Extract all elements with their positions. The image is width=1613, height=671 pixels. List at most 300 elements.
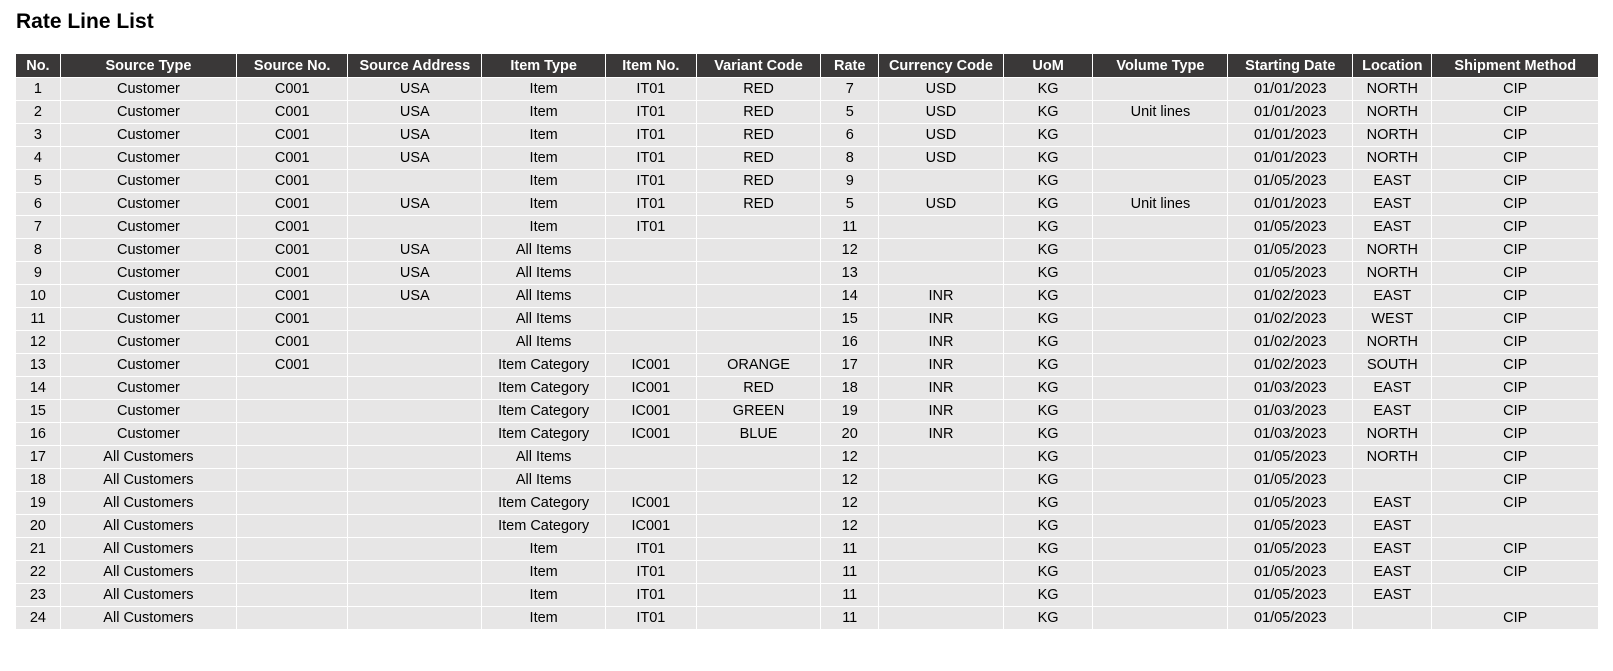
table-cell: IT01	[605, 607, 696, 630]
table-cell: Item	[482, 147, 606, 170]
table-row[interactable]	[16, 607, 1598, 630]
table-cell	[696, 561, 821, 584]
table-cell	[348, 515, 482, 538]
table-cell: CIP	[1432, 607, 1598, 630]
table-cell: All Customers	[60, 515, 236, 538]
table-cell	[348, 538, 482, 561]
table-cell: Customer	[60, 308, 236, 331]
table-cell: 9	[16, 262, 60, 285]
table-cell	[879, 239, 1004, 262]
table-cell: 23	[16, 584, 60, 607]
table-cell	[1093, 124, 1228, 147]
table-cell: 19	[821, 400, 879, 423]
table-cell: 13	[821, 262, 879, 285]
table-cell: INR	[879, 400, 1004, 423]
table-cell: USA	[348, 239, 482, 262]
table-cell: KG	[1003, 285, 1093, 308]
table-cell	[348, 492, 482, 515]
table-cell: 01/01/2023	[1228, 193, 1353, 216]
table-cell	[1432, 584, 1598, 607]
table-cell	[348, 607, 482, 630]
column-header[interactable]: Currency Code	[879, 54, 1004, 78]
table-cell: 17	[16, 446, 60, 469]
table-cell	[1353, 469, 1432, 492]
table-cell: Customer	[60, 101, 236, 124]
table-cell	[348, 423, 482, 446]
table-cell: KG	[1003, 78, 1093, 101]
table-cell: All Items	[482, 469, 606, 492]
table-cell: 14	[821, 285, 879, 308]
table-cell: Item Category	[482, 423, 606, 446]
table-cell: 11	[821, 538, 879, 561]
table-cell: Item	[482, 607, 606, 630]
table-row[interactable]	[16, 538, 1598, 561]
table-cell: 12	[16, 331, 60, 354]
table-cell: INR	[879, 377, 1004, 400]
table-cell: KG	[1003, 515, 1093, 538]
table-cell: C001	[237, 193, 348, 216]
table-cell: Item Category	[482, 492, 606, 515]
table-cell	[1093, 239, 1228, 262]
table-cell: CIP	[1432, 377, 1598, 400]
table-cell: C001	[237, 101, 348, 124]
table-cell	[348, 584, 482, 607]
table-cell: USA	[348, 124, 482, 147]
table-cell: USA	[348, 101, 482, 124]
table-cell: 10	[16, 285, 60, 308]
table-cell: 01/05/2023	[1228, 262, 1353, 285]
table-cell: Unit lines	[1093, 193, 1228, 216]
table-cell: All Items	[482, 262, 606, 285]
table-cell: All Customers	[60, 561, 236, 584]
table-cell: RED	[696, 124, 821, 147]
table-cell	[1093, 423, 1228, 446]
table-cell: All Customers	[60, 469, 236, 492]
table-cell	[237, 584, 348, 607]
table-cell: IT01	[605, 193, 696, 216]
table-cell: BLUE	[696, 423, 821, 446]
table-cell: KG	[1003, 193, 1093, 216]
table-cell: IC001	[605, 423, 696, 446]
table-row[interactable]	[16, 423, 1598, 446]
table-cell	[696, 469, 821, 492]
table-cell: 11	[821, 584, 879, 607]
table-cell: All Customers	[60, 584, 236, 607]
table-cell	[879, 170, 1004, 193]
table-cell: Customer	[60, 239, 236, 262]
table-cell: INR	[879, 308, 1004, 331]
table-cell: CIP	[1432, 147, 1598, 170]
table-row[interactable]	[16, 400, 1598, 423]
table-cell: USA	[348, 193, 482, 216]
table-cell: Item	[482, 124, 606, 147]
table-cell	[605, 469, 696, 492]
table-cell: EAST	[1353, 285, 1432, 308]
table-cell: Item	[482, 193, 606, 216]
table-cell: 12	[821, 239, 879, 262]
table-row[interactable]	[16, 285, 1598, 308]
table-cell: 7	[821, 78, 879, 101]
table-cell: KG	[1003, 262, 1093, 285]
table-cell: KG	[1003, 147, 1093, 170]
table-row[interactable]	[16, 469, 1598, 492]
table-cell	[879, 538, 1004, 561]
table-cell: Customer	[60, 147, 236, 170]
table-cell: GREEN	[696, 400, 821, 423]
table-cell: IT01	[605, 170, 696, 193]
table-cell: 24	[16, 607, 60, 630]
table-cell: IT01	[605, 124, 696, 147]
table-cell: Customer	[60, 216, 236, 239]
table-cell: Item Category	[482, 354, 606, 377]
table-cell: 01/02/2023	[1228, 354, 1353, 377]
table-cell: INR	[879, 331, 1004, 354]
table-row[interactable]	[16, 147, 1598, 170]
table-cell: KG	[1003, 354, 1093, 377]
table-cell	[348, 216, 482, 239]
table-row[interactable]	[16, 561, 1598, 584]
table-cell	[237, 400, 348, 423]
table-cell	[879, 216, 1004, 239]
table-cell: EAST	[1353, 193, 1432, 216]
table-cell	[1093, 515, 1228, 538]
table-cell	[1093, 469, 1228, 492]
table-cell: INR	[879, 423, 1004, 446]
table-cell: Customer	[60, 400, 236, 423]
table-row[interactable]	[16, 239, 1598, 262]
table-cell	[1093, 377, 1228, 400]
table-cell: CIP	[1432, 78, 1598, 101]
table-cell: Customer	[60, 377, 236, 400]
table-cell: INR	[879, 285, 1004, 308]
table-cell	[237, 515, 348, 538]
table-cell: NORTH	[1353, 446, 1432, 469]
table-cell: 5	[16, 170, 60, 193]
table-cell: IT01	[605, 216, 696, 239]
table-cell: CIP	[1432, 216, 1598, 239]
table-cell: USA	[348, 147, 482, 170]
table-cell: KG	[1003, 308, 1093, 331]
table-row[interactable]	[16, 78, 1598, 101]
table-cell: KG	[1003, 101, 1093, 124]
table-cell: NORTH	[1353, 331, 1432, 354]
table-cell: Item	[482, 170, 606, 193]
table-cell: 16	[821, 331, 879, 354]
table-row[interactable]	[16, 170, 1598, 193]
table-cell	[696, 262, 821, 285]
table-cell: CIP	[1432, 561, 1598, 584]
table-cell: IC001	[605, 492, 696, 515]
table-cell: 01/03/2023	[1228, 423, 1353, 446]
table-cell	[605, 285, 696, 308]
table-cell: All Items	[482, 239, 606, 262]
table-cell: 8	[821, 147, 879, 170]
table-cell: KG	[1003, 446, 1093, 469]
table-row[interactable]	[16, 216, 1598, 239]
table-cell: 01/05/2023	[1228, 538, 1353, 561]
table-cell: 01/05/2023	[1228, 216, 1353, 239]
table-row[interactable]	[16, 308, 1598, 331]
table-row[interactable]	[16, 492, 1598, 515]
table-cell: NORTH	[1353, 423, 1432, 446]
table-cell	[1093, 331, 1228, 354]
table-cell	[879, 469, 1004, 492]
table-cell	[348, 469, 482, 492]
column-header[interactable]: No.	[16, 54, 60, 78]
table-row[interactable]	[16, 262, 1598, 285]
table-cell: Unit lines	[1093, 101, 1228, 124]
table-cell: RED	[696, 147, 821, 170]
table-cell: CIP	[1432, 423, 1598, 446]
table-cell: KG	[1003, 216, 1093, 239]
table-cell	[1093, 538, 1228, 561]
table-cell	[237, 469, 348, 492]
table-cell: 12	[821, 515, 879, 538]
table-cell: EAST	[1353, 170, 1432, 193]
table-cell	[696, 492, 821, 515]
table-cell: RED	[696, 78, 821, 101]
table-cell	[1093, 147, 1228, 170]
table-cell: NORTH	[1353, 147, 1432, 170]
table-cell: 01/02/2023	[1228, 285, 1353, 308]
table-cell: USD	[879, 193, 1004, 216]
table-cell: Customer	[60, 193, 236, 216]
table-cell: KG	[1003, 561, 1093, 584]
table-cell: IC001	[605, 377, 696, 400]
column-header[interactable]: Starting Date	[1228, 54, 1353, 78]
table-cell	[348, 170, 482, 193]
table-cell: Item Category	[482, 400, 606, 423]
table-cell: Customer	[60, 285, 236, 308]
table-cell	[1093, 285, 1228, 308]
table-cell: WEST	[1353, 308, 1432, 331]
table-row[interactable]	[16, 584, 1598, 607]
table-cell: 3	[16, 124, 60, 147]
table-cell: C001	[237, 239, 348, 262]
table-cell: Item	[482, 538, 606, 561]
table-cell: 12	[821, 469, 879, 492]
rate-line-table	[16, 54, 1598, 629]
table-cell: All Items	[482, 285, 606, 308]
table-body	[16, 78, 1598, 630]
table-cell	[696, 515, 821, 538]
table-cell: 01/05/2023	[1228, 515, 1353, 538]
column-header[interactable]: Source Type	[60, 54, 236, 78]
table-cell: 18	[821, 377, 879, 400]
table-cell: C001	[237, 308, 348, 331]
table-cell: IC001	[605, 400, 696, 423]
table-cell: All Items	[482, 446, 606, 469]
table-cell: 14	[16, 377, 60, 400]
table-cell: 5	[821, 193, 879, 216]
table-cell: NORTH	[1353, 78, 1432, 101]
table-cell: Item Category	[482, 377, 606, 400]
table-cell: 4	[16, 147, 60, 170]
table-cell	[237, 561, 348, 584]
table-cell: RED	[696, 193, 821, 216]
table-cell	[696, 239, 821, 262]
table-cell: RED	[696, 377, 821, 400]
table-cell: USD	[879, 124, 1004, 147]
table-cell: 6	[16, 193, 60, 216]
table-cell: CIP	[1432, 538, 1598, 561]
table-cell: 15	[821, 308, 879, 331]
table-cell	[1093, 561, 1228, 584]
table-cell: 01/02/2023	[1228, 331, 1353, 354]
table-cell	[696, 538, 821, 561]
table-cell	[348, 308, 482, 331]
table-row[interactable]	[16, 446, 1598, 469]
table-cell: USA	[348, 285, 482, 308]
column-header[interactable]: Source No.	[237, 54, 348, 78]
table-cell: CIP	[1432, 101, 1598, 124]
table-cell: KG	[1003, 239, 1093, 262]
table-cell: 5	[821, 101, 879, 124]
column-header[interactable]: Source Address	[348, 54, 482, 78]
table-cell: 01/05/2023	[1228, 607, 1353, 630]
table-cell: NORTH	[1353, 262, 1432, 285]
column-header[interactable]: Shipment Method	[1432, 54, 1598, 78]
table-cell: 9	[821, 170, 879, 193]
table-cell: CIP	[1432, 193, 1598, 216]
table-row[interactable]	[16, 515, 1598, 538]
table-cell: CIP	[1432, 285, 1598, 308]
table-cell	[605, 446, 696, 469]
table-cell	[696, 308, 821, 331]
table-cell	[879, 584, 1004, 607]
table-cell: IC001	[605, 354, 696, 377]
table-cell: CIP	[1432, 308, 1598, 331]
table-cell: 12	[821, 446, 879, 469]
table-cell: C001	[237, 147, 348, 170]
table-cell: C001	[237, 331, 348, 354]
table-cell	[237, 377, 348, 400]
column-header[interactable]: Location	[1353, 54, 1432, 78]
column-header[interactable]: Rate	[821, 54, 879, 78]
table-cell: 01/03/2023	[1228, 377, 1353, 400]
table-cell: CIP	[1432, 492, 1598, 515]
table-cell: EAST	[1353, 584, 1432, 607]
table-row[interactable]	[16, 193, 1598, 216]
table-cell	[1093, 170, 1228, 193]
table-row[interactable]	[16, 331, 1598, 354]
table-cell	[237, 446, 348, 469]
table-cell: EAST	[1353, 561, 1432, 584]
table-cell: 01/05/2023	[1228, 469, 1353, 492]
table-cell: 01/03/2023	[1228, 400, 1353, 423]
page-title: Rate Line List	[16, 10, 154, 33]
table-cell	[1093, 216, 1228, 239]
table-cell: CIP	[1432, 170, 1598, 193]
table-cell	[696, 331, 821, 354]
table-row[interactable]	[16, 354, 1598, 377]
table-cell: Customer	[60, 170, 236, 193]
table-cell: 1	[16, 78, 60, 101]
column-header[interactable]: Variant Code	[696, 54, 821, 78]
table-cell: All Customers	[60, 607, 236, 630]
table-cell: 01/05/2023	[1228, 561, 1353, 584]
table-cell: CIP	[1432, 354, 1598, 377]
table-cell: 11	[821, 607, 879, 630]
table-cell: All Customers	[60, 446, 236, 469]
table-cell: KG	[1003, 607, 1093, 630]
table-cell: Item	[482, 584, 606, 607]
table-row[interactable]	[16, 124, 1598, 147]
table-cell: KG	[1003, 469, 1093, 492]
table-cell: Customer	[60, 423, 236, 446]
table-cell: USA	[348, 78, 482, 101]
table-cell: 2	[16, 101, 60, 124]
table-cell: 01/01/2023	[1228, 147, 1353, 170]
table-cell	[237, 423, 348, 446]
column-header[interactable]: UoM	[1003, 54, 1093, 78]
table-cell: Item Category	[482, 515, 606, 538]
table-cell: KG	[1003, 584, 1093, 607]
table-cell: All Customers	[60, 538, 236, 561]
table-cell: EAST	[1353, 538, 1432, 561]
table-cell: 22	[16, 561, 60, 584]
table-cell	[237, 538, 348, 561]
table-cell	[879, 492, 1004, 515]
table-cell	[348, 561, 482, 584]
column-header[interactable]: Volume Type	[1093, 54, 1228, 78]
table-cell	[879, 446, 1004, 469]
table-cell	[1353, 607, 1432, 630]
column-header[interactable]: Item Type	[482, 54, 606, 78]
table-cell: RED	[696, 101, 821, 124]
table-cell: KG	[1003, 331, 1093, 354]
table-cell: USA	[348, 262, 482, 285]
table-cell	[1093, 607, 1228, 630]
table-cell: SOUTH	[1353, 354, 1432, 377]
table-row[interactable]	[16, 377, 1598, 400]
column-header[interactable]: Item No.	[605, 54, 696, 78]
table-cell: 01/05/2023	[1228, 170, 1353, 193]
table-cell	[696, 584, 821, 607]
table-cell: CIP	[1432, 239, 1598, 262]
table-cell: KG	[1003, 377, 1093, 400]
table-cell: 8	[16, 239, 60, 262]
table-cell: EAST	[1353, 400, 1432, 423]
table-cell: All Items	[482, 331, 606, 354]
table-cell: EAST	[1353, 515, 1432, 538]
table-cell	[1093, 584, 1228, 607]
table-cell	[1093, 354, 1228, 377]
table-cell	[1093, 78, 1228, 101]
table-cell: 01/05/2023	[1228, 446, 1353, 469]
table-cell	[1093, 492, 1228, 515]
table-cell: IT01	[605, 78, 696, 101]
table-cell: EAST	[1353, 216, 1432, 239]
table-cell: 12	[821, 492, 879, 515]
table-cell: 01/01/2023	[1228, 101, 1353, 124]
table-cell: ORANGE	[696, 354, 821, 377]
table-cell: EAST	[1353, 377, 1432, 400]
table-cell	[605, 239, 696, 262]
table-cell: C001	[237, 285, 348, 308]
table-cell: IT01	[605, 584, 696, 607]
table-cell: Customer	[60, 124, 236, 147]
table-cell	[696, 446, 821, 469]
table-row[interactable]	[16, 101, 1598, 124]
table-cell: CIP	[1432, 400, 1598, 423]
table-cell	[348, 331, 482, 354]
table-cell: CIP	[1432, 331, 1598, 354]
table-cell: USD	[879, 101, 1004, 124]
table-cell	[696, 285, 821, 308]
table-cell	[696, 216, 821, 239]
table-cell: IT01	[605, 538, 696, 561]
